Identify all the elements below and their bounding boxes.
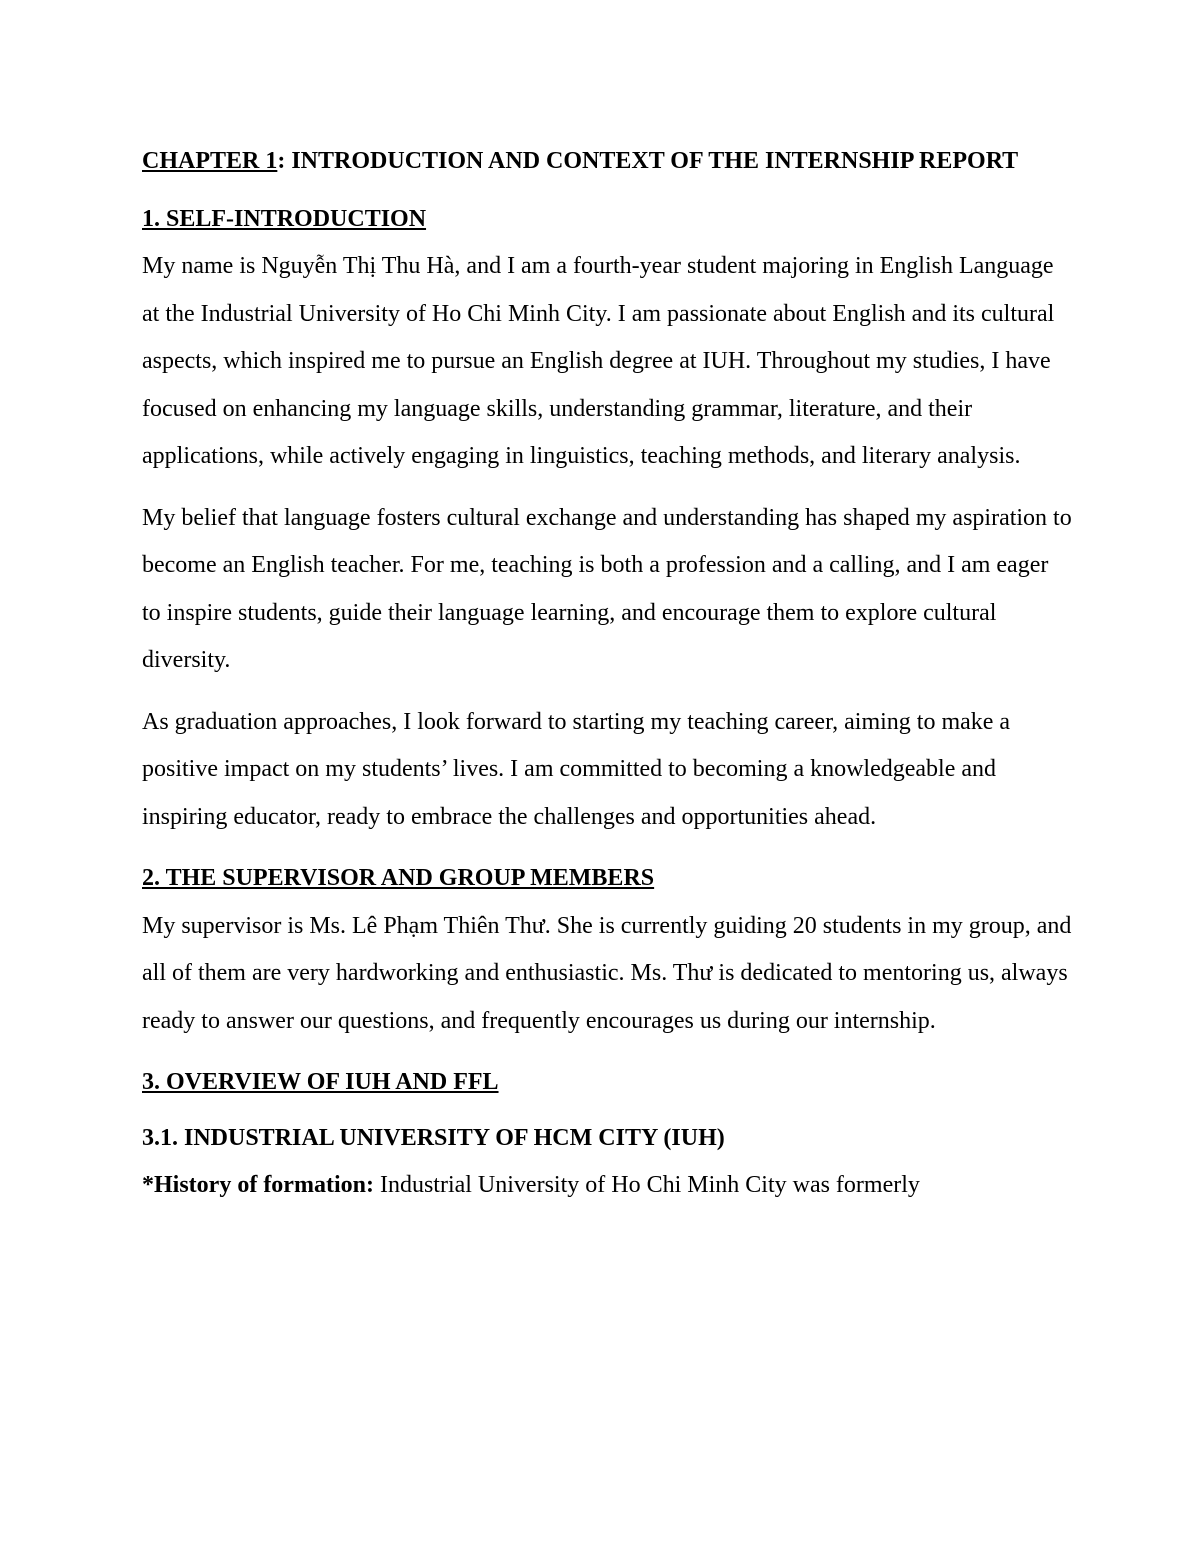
history-label: *History of formation:	[142, 1172, 374, 1198]
subsection-heading-iuh: 3.1. INDUSTRIAL UNIVERSITY OF HCM CITY (IUH)	[142, 1124, 725, 1151]
paragraph-self-intro-1: My name is Nguyễn Thị Thu Hà, and I am a fourth-year student majoring in English Language at the Industrial University of Ho Chi Minh City. I am passionate about English and its cultural aspects, which inspired me to pursue an English degree at IUH. Throughout my studies, I have focused on enhancing my language skills, understanding grammar, literature, and their applications, while actively engaging in linguistics, teaching methods, and literary analysis.	[142, 253, 1055, 469]
section-heading-overview: 3. OVERVIEW OF IUH AND FFL	[142, 1069, 499, 1095]
paragraph-self-intro-3: As graduation approaches, I look forward to starting my teaching career, aiming to make a positive impact on my students’ lives. I am committed to becoming a knowledgeable and inspiring educator, ready to embrace the challenges and opportunities ahead.	[142, 708, 1011, 830]
chapter-heading-text: INTRODUCTION AND CONTEXT OF THE INTERNSHIP REPORT	[291, 148, 1019, 174]
section-heading-supervisor: 2. THE SUPERVISOR AND GROUP MEMBERS	[142, 865, 655, 891]
chapter-separator: :	[277, 148, 292, 174]
paragraph-supervisor: My supervisor is Ms. Lê Phạm Thiên Thư. She is currently guiding 20 students in my group, and all of them are very hardworking and enthusiastic. Ms. Thư is dedicated to mentoring us, always ready to answer our questions, and frequently encourages us during our internship.	[142, 912, 1072, 1034]
history-text: Industrial University of Ho Chi Minh City was formerly	[373, 1172, 920, 1198]
paragraph-history	[142, 1162, 1072, 1210]
chapter-title	[142, 138, 1072, 186]
section-heading-self-introduction: 1. SELF-INTRODUCTION	[142, 205, 427, 232]
paragraph-self-intro-2: My belief that language fosters cultural exchange and understanding has shaped my aspiration to become an English teacher. For me, teaching is both a profession and a calling, and I am eager to inspire students, guide their language learning, and encourage them to explore cultural diversity.	[142, 504, 1072, 673]
document-page	[142, 138, 1072, 1210]
chapter-label: CHAPTER 1	[142, 148, 278, 174]
